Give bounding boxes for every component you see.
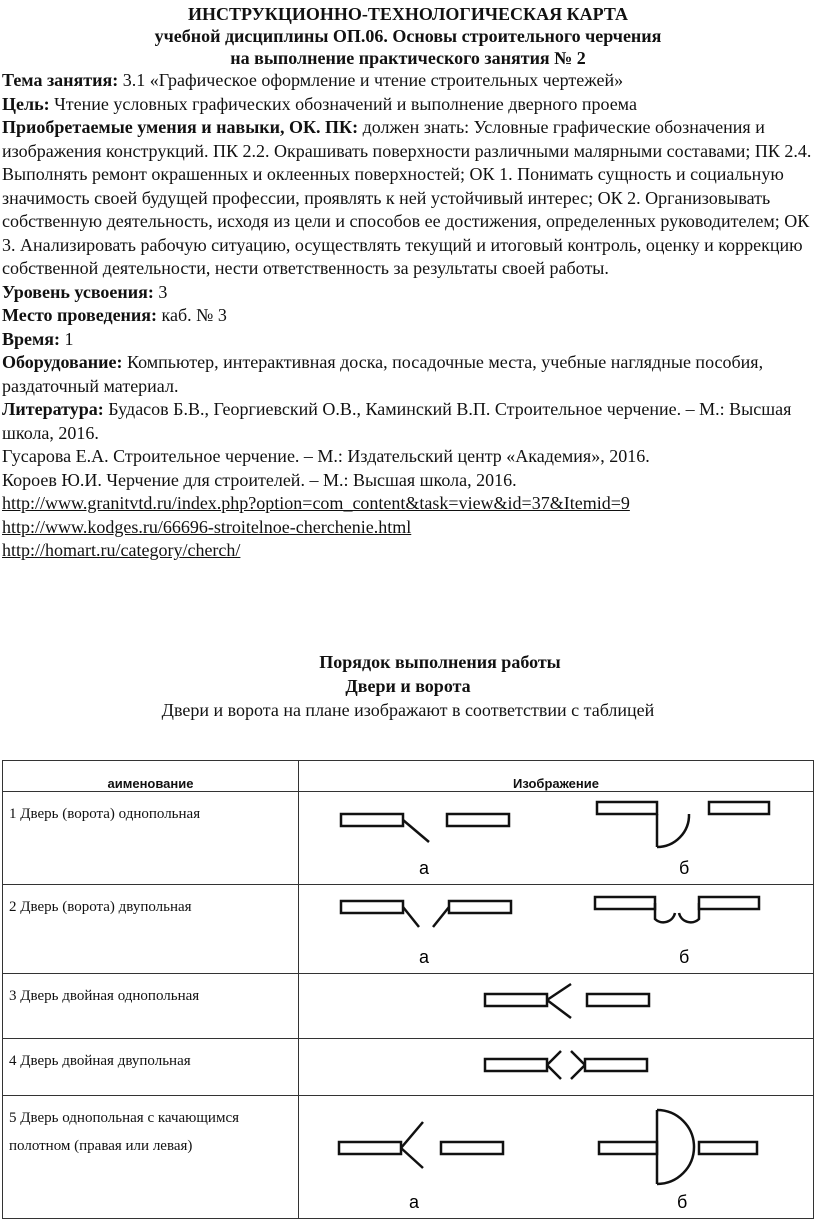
- doc-subtitle: учебной дисциплины ОП.06. Основы строительного черчения: [154, 26, 662, 46]
- topic-value: 3.1 «Графическое оформление и чтение строительных чертежей»: [118, 70, 624, 90]
- skills-paragraph: [0, 116, 814, 281]
- time-line: [0, 328, 814, 352]
- skills-label: Приобретаемые умения и навыки, ОК. ПК:: [2, 117, 359, 137]
- row-name: 5 Дверь однопольная с качающимся полотном (правая или левая): [3, 1096, 299, 1219]
- equipment-value: Компьютер, интерактивная доска, посадочные места, учебные наглядные пособия, раздаточный материал.: [2, 352, 764, 396]
- equipment-label: Оборудование:: [2, 352, 123, 372]
- place-value: каб. № 3: [157, 305, 227, 325]
- door-twin-single-drawing: [299, 974, 813, 1038]
- label-b: б: [677, 1192, 688, 1212]
- goal-label: Цель:: [2, 93, 50, 114]
- literature-item-3: Короев Ю.И. Черчение для строителей. – М.: Высшая школа, 2016.: [2, 469, 517, 490]
- document: [0, 0, 816, 563]
- place-line: [0, 304, 814, 328]
- door-single-drawing: [299, 792, 813, 884]
- level-label: Уровень усвоения:: [2, 281, 154, 302]
- literature-label: Литература:: [2, 399, 104, 419]
- level-line: [0, 281, 814, 305]
- literature-paragraph: [0, 398, 814, 445]
- door-twin-double-drawing: [299, 1039, 813, 1095]
- door-swing-drawing: [299, 1096, 813, 1218]
- equipment-paragraph: [0, 351, 814, 398]
- topic-line: [0, 69, 814, 93]
- label-b: б: [679, 947, 690, 967]
- row-name: 3 Дверь двойная однопольная: [3, 974, 299, 1039]
- skills-value: должен знать: Условные графические обозначения и изображения конструкций. ПК 2.2. Окрашивать поверхности различными малярными составами; ПК 2.4. Выполнять ремонт окрашенных и оклеенных поверхностей; ОК 1. Понимать сущность и социальную значимость своей будущей профессии, проявлять к ней устойчивый интерес; ОК 2. Организовывать собственную деятельность, исходя из цели и способов ее достижения, определенных руководителем; ОК 3. Анализировать рабочую ситуацию, осуществлять текущий и итоговый контроль, оценку и коррекцию собственной деятельности, нести ответственность за результаты своей работы.: [2, 117, 812, 278]
- goal-line: [0, 93, 814, 117]
- link-granitvtd[interactable]: http://www.granitvtd.ru/index.php?option=com_content&task=view&id=37&Itemid=9: [2, 493, 630, 513]
- row-name: 1 Дверь (ворота) однопольная: [3, 792, 299, 885]
- row-name: 2 Дверь (ворота) двупольная: [3, 885, 299, 974]
- door-double-drawing: [299, 885, 813, 973]
- link-homart[interactable]: http://homart.ru/category/cherch/: [2, 540, 241, 560]
- section-intro: Двери и ворота на плане изображают в соответствии с таблицей: [161, 700, 655, 720]
- label-b: б: [679, 858, 690, 878]
- link-kodges[interactable]: http://www.kodges.ru/66696-stroitelnoe-cherchenie.html: [2, 516, 412, 537]
- doc-subtitle-2: на выполнение практического занятия № 2: [230, 48, 586, 68]
- col-image-header: Изображение: [299, 761, 814, 792]
- section-subtitle: Двери и ворота: [345, 676, 471, 696]
- label-a: а: [419, 858, 430, 878]
- topic-label: Тема занятия:: [2, 70, 119, 90]
- section-title: Порядок выполнения работы: [319, 652, 561, 672]
- label-a: а: [419, 947, 430, 967]
- doors-table: [2, 760, 814, 1219]
- literature-item-2: Гусарова Е.А. Строительное черчение. – М.: Издательский центр «Академия», 2016.: [2, 446, 650, 466]
- level-value: 3: [153, 281, 168, 302]
- col-name-header: аименование: [3, 761, 299, 792]
- label-a: а: [409, 1192, 420, 1212]
- goal-value: Чтение условных графических обозначений и выполнение дверного проема: [49, 93, 637, 114]
- doc-title: ИНСТРУКЦИОННО-ТЕХНОЛОГИЧЕСКАЯ КАРТА: [188, 4, 628, 24]
- row-name: 4 Дверь двойная двупольная: [3, 1039, 299, 1096]
- place-label: Место проведения:: [2, 305, 158, 325]
- time-label: Время:: [2, 328, 60, 349]
- time-value: 1: [60, 328, 74, 349]
- literature-value: Будасов Б.В., Георгиевский О.В., Каминский В.П. Строительное черчение. – М.: Высшая школа, 2016.: [2, 399, 792, 443]
